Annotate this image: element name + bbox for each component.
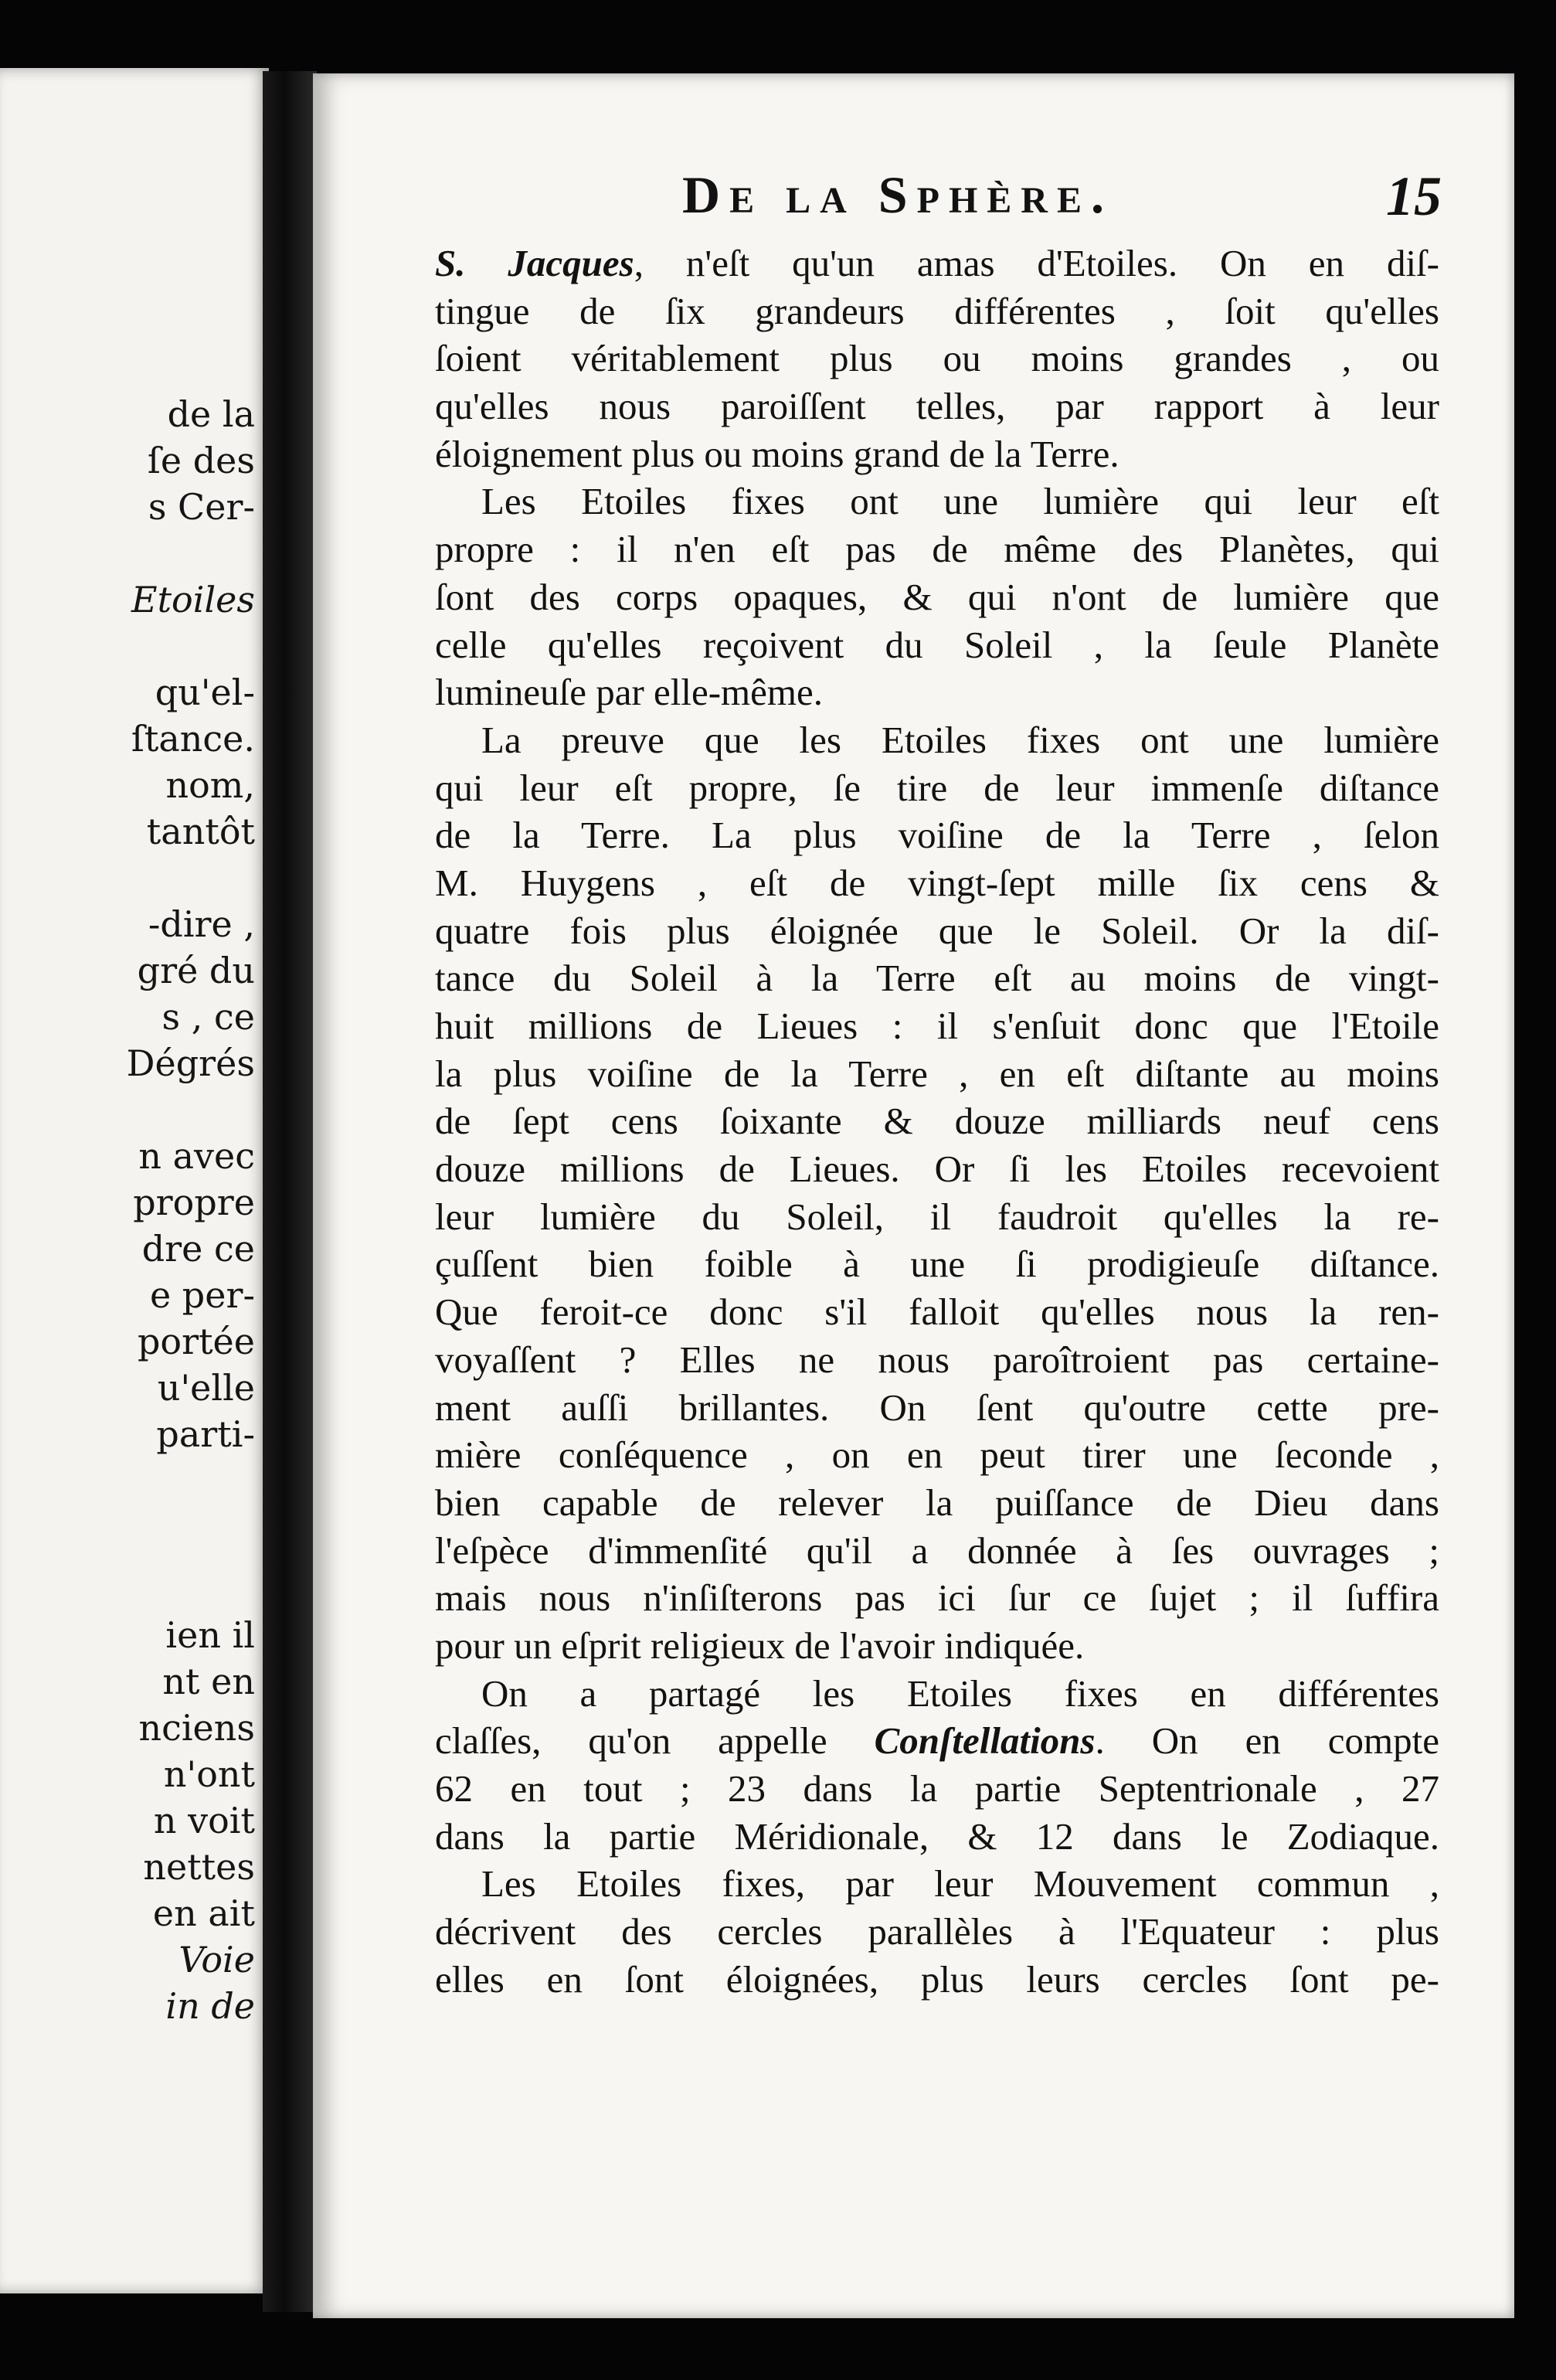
left-fragment: de la <box>167 393 255 435</box>
left-fragment: n voit <box>153 1800 255 1841</box>
left-fragment: n'ont <box>163 1753 255 1795</box>
left-fragment: ſe des <box>147 440 255 481</box>
text-line: décrivent des cercles parallèles à l'Equateur : plus <box>435 1910 1439 1953</box>
text-line: ment auſſi brillantes. On ſent qu'outre cette pre- <box>435 1386 1439 1429</box>
text-fragment: . On en compte <box>1095 1719 1440 1763</box>
text-line: çuſſent bien foible à une ſi prodigieuſe diſtance. <box>435 1243 1439 1286</box>
text-line: mais nous n'inſiſterons pas ici ſur ce ſujet ; il ſuffira <box>435 1576 1439 1620</box>
text-line: ſoient véritablement plus ou moins grandes , ou <box>435 337 1439 380</box>
left-fragment: en ait <box>152 1892 255 1934</box>
left-fragment: nt en <box>162 1661 255 1702</box>
text-line: propre : il n'en eſt pas de même des Planètes, qui <box>435 528 1439 571</box>
text-line: tance du Soleil à la Terre eſt au moins de vingt- <box>435 957 1439 1000</box>
text-line: la plus voiſine de la Terre , en eſt diſtante au moins <box>435 1052 1439 1095</box>
text-line <box>435 240 1439 287</box>
text-line: lumineuſe par elle-même. <box>435 671 824 714</box>
text-line: La preuve que les Etoiles fixes ont une lumière <box>481 718 1439 761</box>
text-line: quatre fois plus éloignée que le Soleil. Or la diſ- <box>435 909 1439 952</box>
text-line: 62 en tout ; 23 dans la partie Septentrionale , 27 <box>435 1767 1439 1810</box>
text-line: dans la partie Méridionale, & 12 dans le Zodiaque. <box>435 1814 1439 1858</box>
left-fragment: Dégrés <box>126 1042 255 1084</box>
left-fragment: parti- <box>156 1413 255 1455</box>
left-fragment: u'elle <box>157 1367 255 1409</box>
left-fragment: qu'el- <box>155 672 255 713</box>
body-text <box>435 240 1439 2003</box>
text-line: de ſept cens ſoixante & douze milliards neuf cens <box>435 1100 1439 1143</box>
text-line: éloignement plus ou moins grand de la Terre. <box>435 432 1119 475</box>
text-line: pour un eſprit religieux de l'avoir indiquée. <box>435 1624 1085 1667</box>
place-name: S. Jacques <box>435 242 634 284</box>
text-line: voyaſſent ? Elles ne nous paroîtroient pas certaine- <box>435 1338 1439 1381</box>
left-fragment: propre <box>133 1182 255 1223</box>
page-number: 15 <box>1386 165 1442 227</box>
text-line: bien capable de relever la puiſſance de Dieu dans <box>435 1481 1439 1524</box>
left-fragment: s Cer- <box>148 486 255 528</box>
text-line <box>435 1717 1439 1765</box>
binding-gutter <box>263 71 317 2312</box>
text-line: qu'elles nous paroiſſent telles, par rapport à leur <box>435 385 1439 428</box>
page-header <box>682 165 1442 234</box>
text-line: leur lumière du Soleil, il faudroit qu'elles la re- <box>435 1195 1439 1238</box>
left-fragment: nciens <box>138 1707 255 1749</box>
text-fragment: , n'eſt qu'un amas d'Etoiles. On en diſ- <box>634 242 1439 284</box>
text-line: celle qu'elles reçoivent du Soleil , la ſeule Planète <box>435 623 1439 666</box>
text-line: Les Etoiles fixes ont une lumière qui leur eſt <box>481 480 1439 523</box>
left-fragment: tantôt <box>146 811 255 852</box>
text-line: qui leur eſt propre, ſe tire de leur immenſe diſtance <box>435 766 1439 809</box>
left-fragment: Voie <box>178 1939 255 1980</box>
text-line: de la Terre. La plus voiſine de la Terre , ſelon <box>435 814 1439 857</box>
left-fragment: in de <box>165 1985 255 2027</box>
left-fragment: s , ce <box>161 996 255 1038</box>
left-fragment: Etoiles <box>131 579 255 620</box>
left-facing-page <box>0 68 269 2293</box>
text-line: elles en ſont éloignées, plus leurs cercles ſont pe- <box>435 1957 1439 2001</box>
running-title: De la Sphère. <box>682 165 1113 224</box>
text-line: Que feroit-ce donc s'il falloit qu'elles nous la ren- <box>435 1290 1439 1334</box>
constellations-term: Conſtellations <box>874 1719 1096 1763</box>
left-fragment: portée <box>137 1321 255 1362</box>
text-line: huit millions de Lieues : il s'enſuit donc que l'Etoile <box>435 1005 1439 1047</box>
left-fragment: e per- <box>149 1274 255 1316</box>
left-fragment: gré du <box>137 950 255 991</box>
left-fragment: n avec <box>138 1135 255 1177</box>
text-line: On a partagé les Etoiles fixes en différentes <box>481 1671 1439 1715</box>
book-page <box>313 73 1514 2318</box>
text-line: l'eſpèce d'immenſité qu'il a donnée à ſes ouvrages ; <box>435 1528 1439 1572</box>
text-line: mière conſéquence , on en peut tirer une ſeconde , <box>435 1433 1439 1477</box>
text-line: tingue de ſix grandeurs différentes , ſoit qu'elles <box>435 289 1439 332</box>
left-fragment: ien il <box>165 1614 255 1656</box>
left-fragment: nettes <box>143 1846 255 1888</box>
left-fragment: nom, <box>165 764 255 806</box>
left-fragment: ſtance. <box>131 718 255 760</box>
text-line: douze millions de Lieues. Or ſi les Etoiles recevoient <box>435 1148 1439 1191</box>
left-fragment: dre ce <box>141 1228 255 1270</box>
text-fragment: claſſes, qu'on appelle <box>435 1719 875 1763</box>
text-line: ſont des corps opaques, & qui n'ont de lumière que <box>435 575 1439 618</box>
text-line: M. Huygens , eſt de vingt-ſept mille ſix cens & <box>435 861 1439 904</box>
left-fragment: -dire , <box>148 903 255 945</box>
text-line: Les Etoiles fixes, par leur Mouvement commun , <box>481 1862 1439 1906</box>
